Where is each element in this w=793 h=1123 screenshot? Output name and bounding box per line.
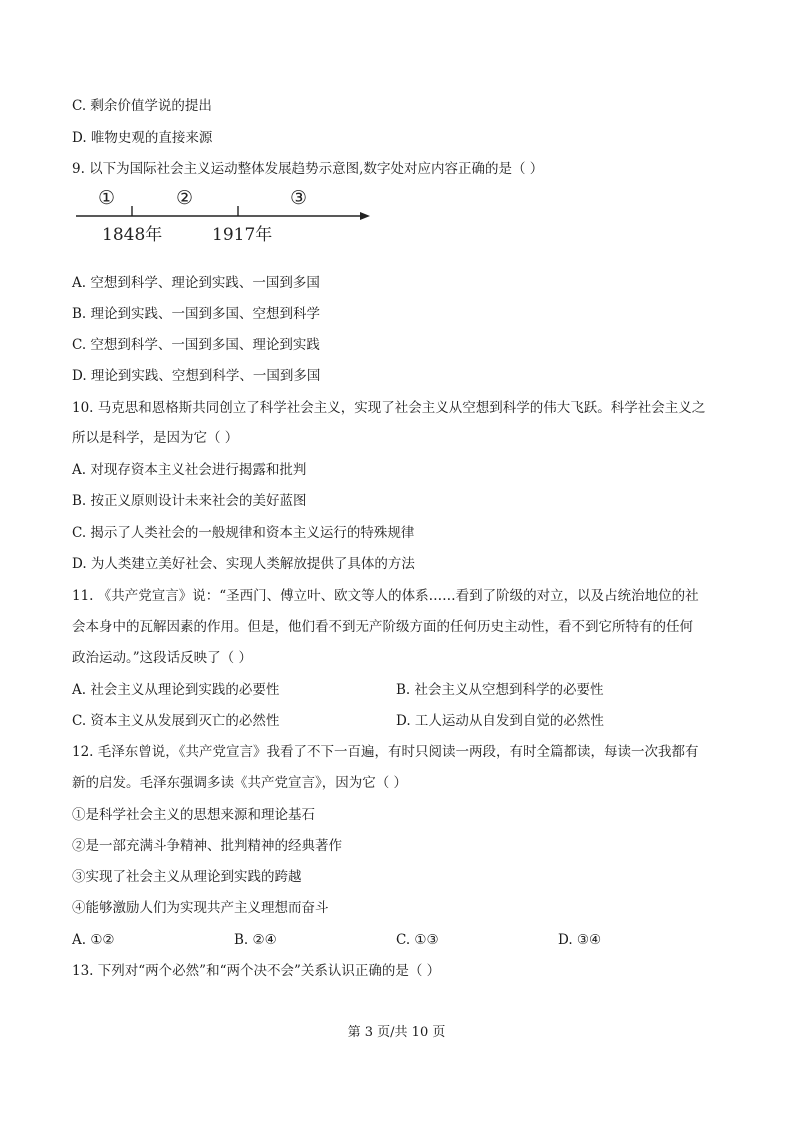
question-12-item-1: ①是科学社会主义的思想来源和理论基石 <box>72 807 315 823</box>
question-11-option-b: B. 社会主义从空想到科学的必要性 <box>396 682 604 698</box>
timeline-year-1917: 1917年 <box>212 225 273 245</box>
question-11-option-c: C. 资本主义从发展到灭亡的必然性 <box>72 713 280 729</box>
question-11-stem-line1: 11. 《共产党宣言》说：“圣西门、傅立叶、欧文等人的体系……看到了阶级的对立，以及占统治地位的社 <box>72 588 699 604</box>
question-9-option-d: D. 理论到实践、空想到科学、一国到多国 <box>72 368 321 384</box>
question-12-stem-line1: 12. 毛泽东曾说，《共产党宣言》我看了不下一百遍，有时只阅读一两段，有时全篇都读，每读一次我都有 <box>72 744 699 760</box>
option-d-prev: D. 唯物史观的直接来源 <box>72 130 213 146</box>
question-10-option-c: C. 揭示了人类社会的一般规律和资本主义运行的特殊规律 <box>72 525 415 541</box>
question-11-option-d: D. 工人运动从自发到自觉的必然性 <box>396 713 604 729</box>
question-11-stem-line3: 政治运动。”这段话反映了（ ） <box>72 650 252 666</box>
timeline-diagram <box>76 184 376 250</box>
question-9-stem: 9. 以下为国际社会主义运动整体发展趋势示意图,数字处对应内容正确的是（ ） <box>72 161 544 177</box>
question-11-stem-line2: 会本身中的瓦解因素的作用。但是，他们看不到无产阶级方面的任何历史主动性，看不到它所特有的任何 <box>72 619 693 635</box>
question-13-stem: 13. 下列对“两个必然”和“两个决不会”关系认识正确的是（ ） <box>72 963 441 979</box>
timeline-mark-3: ③ <box>290 187 308 209</box>
timeline-arrow <box>360 212 370 220</box>
page-footer: 第 3 页/共 10 页 <box>347 1025 446 1040</box>
option-c-prev: C. 剩余价值学说的提出 <box>72 98 212 114</box>
question-12-item-2: ②是一部充满斗争精神、批判精神的经典著作 <box>72 838 342 854</box>
question-12-stem-line2: 新的启发。毛泽东强调多读《共产党宣言》，因为它（ ） <box>72 775 408 791</box>
question-10-option-b: B. 按正义原则设计未来社会的美好蓝图 <box>72 493 307 509</box>
question-12-option-a: A. ①② <box>72 932 115 948</box>
question-9-option-b: B. 理论到实践、一国到多国、空想到科学 <box>72 306 321 322</box>
question-10-option-a: A. 对现存资本主义社会进行揭露和批判 <box>72 462 307 478</box>
question-12-item-3: ③实现了社会主义从理论到实践的跨越 <box>72 869 302 885</box>
question-10-stem-line1: 10. 马克思和恩格斯共同创立了科学社会主义，实现了社会主义从空想到科学的伟大飞跃。科学社会主义之 <box>72 400 706 416</box>
question-10-stem-line2: 所以是科学，是因为它（ ） <box>72 430 239 446</box>
question-12-option-d: D. ③④ <box>558 932 602 948</box>
timeline-mark-2: ② <box>176 187 194 209</box>
question-12-item-4: ④能够激励人们为实现共产主义理想而奋斗 <box>72 900 329 916</box>
question-12-option-c: C. ①③ <box>396 932 439 948</box>
question-10-option-d: D. 为人类建立美好社会、实现人类解放提供了具体的方法 <box>72 556 415 572</box>
question-9-option-a: A. 空想到科学、理论到实践、一国到多国 <box>72 275 320 291</box>
question-9-option-c: C. 空想到科学、一国到多国、理论到实践 <box>72 337 320 353</box>
question-11-option-a: A. 社会主义从理论到实践的必要性 <box>72 682 280 698</box>
timeline-mark-1: ① <box>98 187 116 209</box>
question-12-option-b: B. ②④ <box>234 932 277 948</box>
timeline-year-1848: 1848年 <box>102 225 163 245</box>
